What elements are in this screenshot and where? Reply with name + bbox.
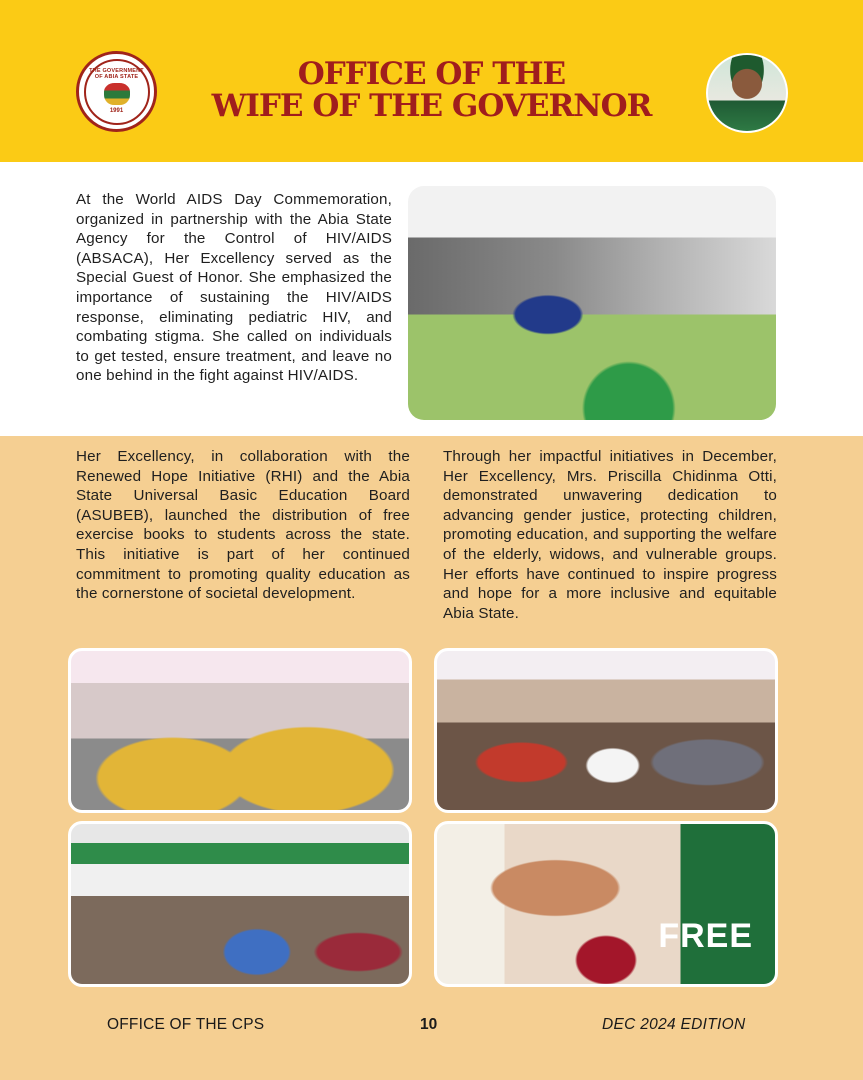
coat-of-arms-icon bbox=[104, 83, 130, 105]
page-number: 10 bbox=[420, 1016, 438, 1033]
footer-office: OFFICE OF THE CPS bbox=[107, 1016, 265, 1033]
december-initiatives-paragraph: Through her impactful initiatives in December, Her Excellency, Mrs. Priscilla Chidinma Otti, demonstrated unwavering dedication to advancing gender justice, protecting children, promoting education, and supporting the welfare of the elderly, widows, and vulnerable groups. Her efforts have continued to inspire progress and hope for a more inclusive and equitable Abia State. bbox=[443, 448, 777, 622]
student-speech-photo bbox=[434, 821, 778, 987]
seal-ring bbox=[84, 59, 150, 125]
students-hall-photo bbox=[68, 821, 412, 987]
book-presentation-photo bbox=[434, 648, 778, 813]
abia-state-seal-logo bbox=[76, 51, 157, 132]
header-banner bbox=[0, 0, 863, 162]
backdrop-free-text: FREE bbox=[658, 917, 753, 955]
seal-year: 1991 bbox=[109, 108, 124, 114]
books-unveiling-photo bbox=[68, 648, 412, 813]
world-aids-day-paragraph: At the World AIDS Day Commemoration, organized in partnership with the Abia State Agency for the Control of HIV/AIDS (ABSACA), Her Excellency served as the Special Guest of Honor. She emphasized the importance of sustaining the HIV/AIDS response, eliminating pediatric HIV, and combating stigma. She called on individuals to get tested, ensure treatment, and leave no one behind in the fight against HIV/AIDS. bbox=[76, 191, 392, 385]
edition-label: DEC 2024 EDITION bbox=[602, 1016, 746, 1033]
page-title bbox=[200, 58, 663, 122]
title-line-1: OFFICE OF THE bbox=[297, 56, 566, 92]
world-aids-day-photo bbox=[408, 186, 776, 420]
seal-text: THE GOVERNMENT OF ABIA STATE bbox=[89, 68, 144, 80]
title-line-2: WIFE OF THE GOVERNOR bbox=[211, 88, 652, 124]
governor-wife-portrait bbox=[706, 53, 788, 133]
exercise-books-paragraph: Her Excellency, in collaboration with the Renewed Hope Initiative (RHI) and the Abia State Universal Basic Education Board (ASUBEB), launched the distribution of free exercise books to students across the state. This initiative is part of her continued commitment to promoting quality education as the cornerstone of societal development. bbox=[76, 448, 410, 603]
